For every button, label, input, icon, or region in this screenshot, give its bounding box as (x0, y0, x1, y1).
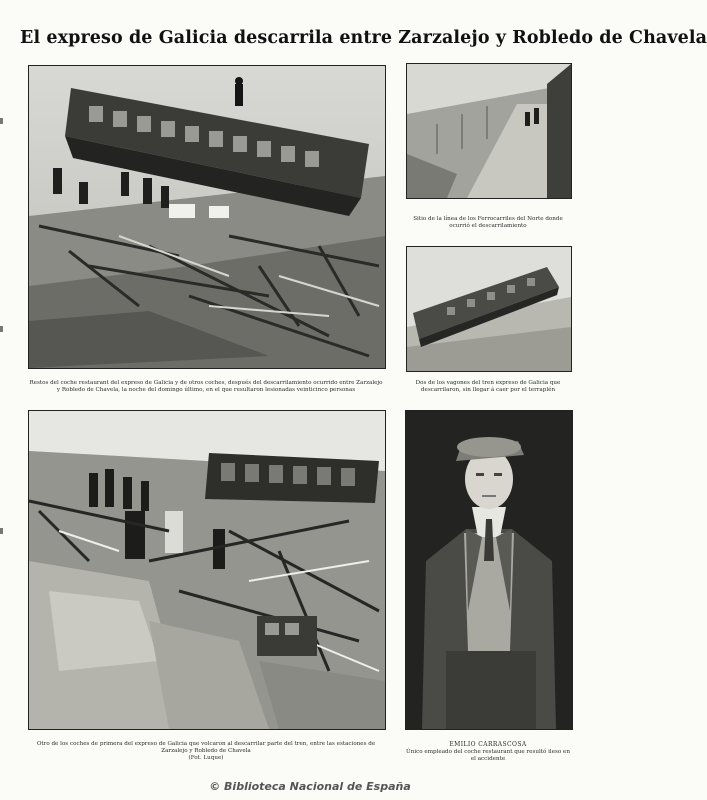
margin-mark (0, 326, 3, 332)
photo-credit: (Fot. Luque) (188, 755, 224, 761)
caption-first-class-coach-text: Otro de los coches de primera del expreso de Galicia que volcaron al descarrilar parte del tren, entre las estaciones de Zarzalejo y Robledo de Chavela (36, 741, 376, 754)
margin-mark (0, 528, 3, 534)
photo-portrait (405, 410, 573, 730)
caption-restaurant-car: Restos del coche restaurant del expreso de Galicia y de otros coches, después del descarrilamiento ocurrido entre Zarzalejo y Robledo de Chavela, la noche del domingo último, en el que resultaron lesionadas veinticinco personas (29, 380, 383, 393)
portrait-name: EMILIO CARRASCOSA (449, 741, 527, 748)
photo-derailed-wagons (406, 246, 572, 372)
photo-first-class-coach (28, 410, 386, 730)
margin-mark (0, 118, 3, 124)
photo-restaurant-car-wreck (28, 65, 386, 369)
copyright-footer: © Biblioteca Nacional de España (209, 780, 411, 793)
photo-railway-site (406, 63, 572, 199)
caption-first-class-coach (28, 741, 384, 762)
caption-derailed-wagons: Dos de los vagones del tren expreso de Galicia que descarrilaron, sin llegar á caer por el terraplén (415, 380, 561, 393)
caption-portrait (405, 741, 571, 763)
portrait-description: Único empleado del coche restaurant que resultó ileso en el accidente (406, 749, 570, 762)
page-headline: El expreso de Galicia descarrila entre Zarzalejo y Robledo de Chavela (20, 28, 707, 48)
caption-railway-site: Sitio de la línea de los Ferrocarriles del Norte donde ocurrió el descarrilamiento (413, 216, 563, 229)
